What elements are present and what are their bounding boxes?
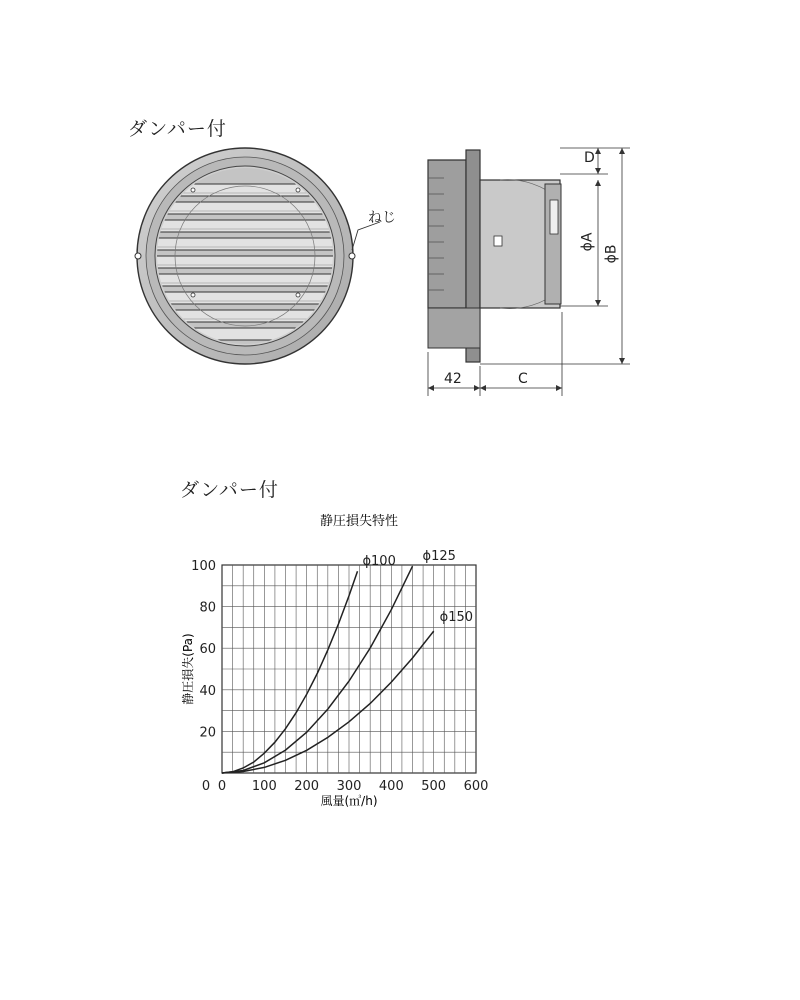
- y-tick-label: 40: [199, 683, 216, 699]
- screw-hole-right-icon: [349, 253, 355, 259]
- x-tick-label: 300: [336, 779, 362, 794]
- x-tick-label: 400: [378, 779, 404, 794]
- series-label-2: ϕ150: [439, 610, 474, 626]
- pressure-loss-chart: [150, 505, 570, 825]
- dimension-phiA: ϕA: [579, 232, 596, 252]
- x-tick-label: 100: [251, 779, 277, 794]
- y-tick-label: 80: [199, 600, 216, 616]
- origin-tick-label: 0: [201, 779, 211, 794]
- x-tick-label: 500: [421, 779, 447, 794]
- x-tick-label: 0: [217, 779, 227, 794]
- y-axis-label: 静圧損失(Pa): [181, 633, 195, 705]
- y-tick-label: 20: [199, 725, 216, 741]
- y-tick-label: 60: [199, 642, 216, 658]
- side-view-drawing: [410, 140, 640, 400]
- dimension-C: C: [518, 371, 528, 387]
- chart-heading: ダンパー付: [180, 479, 279, 501]
- series-label-1: ϕ125: [422, 549, 456, 565]
- dimension-D: D: [584, 150, 595, 166]
- screw-label: ねじ: [368, 210, 396, 226]
- y-tick-label: 100: [191, 559, 216, 574]
- screw-hole-left-icon: [135, 253, 141, 259]
- x-tick-label: 200: [294, 779, 320, 794]
- top-heading: ダンパー付: [128, 118, 227, 140]
- x-axis-label: 風量(㎥/h): [320, 794, 378, 808]
- series-label-0: ϕ100: [362, 554, 396, 570]
- x-tick-label: 600: [463, 779, 489, 794]
- chart-title: 静圧損失特性: [319, 514, 399, 529]
- front-view-drawing: [120, 140, 420, 400]
- dimension-42: 42: [444, 371, 462, 387]
- dimension-phiB: ϕB: [603, 244, 620, 264]
